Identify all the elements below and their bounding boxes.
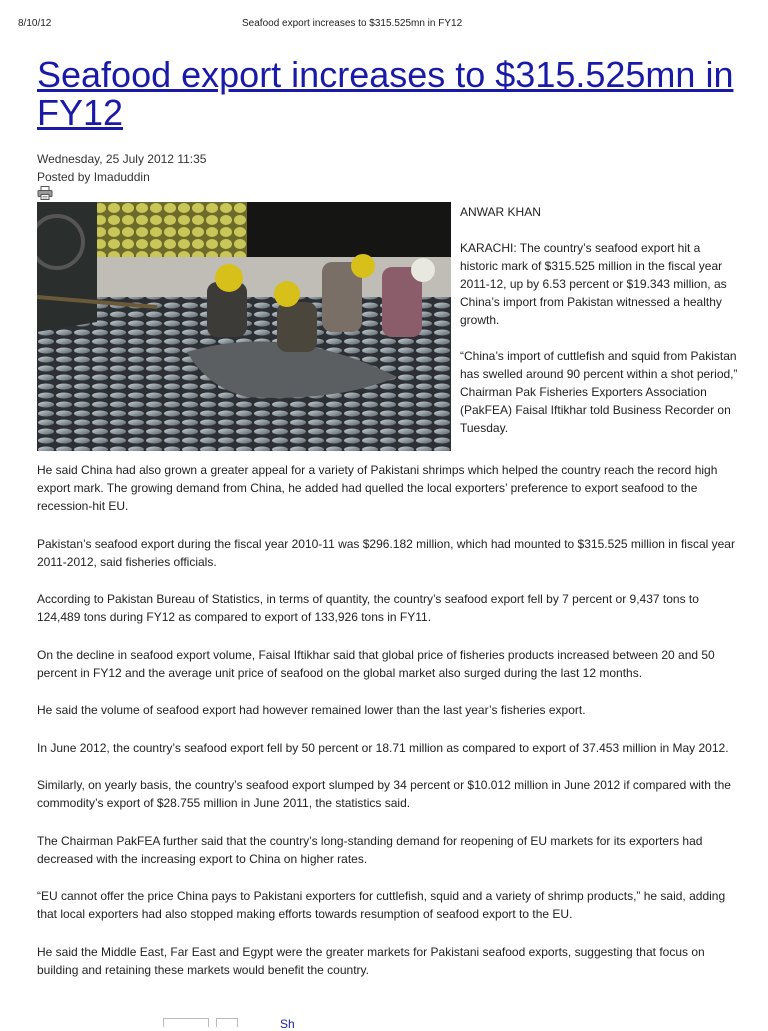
article-author: Posted by Imaduddin bbox=[37, 170, 150, 184]
body-paragraph: According to Pakistan Bureau of Statistics, in terms of quantity, the country’s seafood export fell by 7 percent or 9,437 tons to 124,489 tons during FY12 as compared to export of 133,926 tons in FY11. bbox=[37, 592, 699, 624]
body-paragraph: “EU cannot offer the price China pays to Pakistani exporters for cuttlefish, squid and a variety of shrimp products,” he said, adding that local exporters had also stopped making efforts towards resumption of seafood export to the EU. bbox=[37, 889, 726, 921]
body-paragraph: Pakistan’s seafood export during the fiscal year 2010-11 was $296.182 million, which had mounted to $315.525 million in fiscal year 2011-2012, said fisheries officials. bbox=[37, 536, 735, 569]
social-count bbox=[216, 1018, 238, 1027]
article-byline: ANWAR KHAN bbox=[460, 205, 541, 219]
body-paragraph: The Chairman PakFEA further said that the country’s long-standing demand for reopening of EU markets for its exporters had decreased with the increasing export to China on higher rates. bbox=[37, 833, 703, 866]
print-page-title: Seafood export increases to $315.525mn in FY12 bbox=[242, 18, 463, 29]
share-link[interactable]: Sh bbox=[280, 1017, 295, 1031]
headline-link[interactable]: Seafood export increases to $315.525mn in FY12 bbox=[37, 54, 734, 133]
article-datetime: Wednesday, 25 July 2012 11:35 bbox=[37, 152, 207, 166]
social-button[interactable] bbox=[163, 1018, 209, 1027]
printer-icon[interactable] bbox=[37, 186, 53, 200]
body-paragraph: He said the Middle East, Far East and Egypt were the greater markets for Pakistani seafood exports, suggesting that focus on building and retaining these markets would benefit the country. bbox=[37, 944, 705, 977]
body-paragraph: He said China had also grown a greater appeal for a variety of Pakistani shrimps which helped the country reach the record high export mark. The growing demand from China, he added had quelled the local exporters’ preference to export seafood to the recession-hit EU. bbox=[37, 463, 718, 513]
article-intro bbox=[460, 203, 740, 455]
body-paragraph: Similarly, on yearly basis, the country’s seafood export slumped by 34 percent or $10.012 million in June 2012 if compared with the commodity’s export of $28.755 million in June 2011, the statistics said. bbox=[37, 778, 731, 810]
print-date: 8/10/12 bbox=[18, 18, 52, 29]
article-meta bbox=[37, 150, 206, 186]
article-body bbox=[37, 461, 737, 998]
intro-paragraph: “China’s import of cuttlefish and squid from Pakistan has swelled around 90 percent within a shot period,” Chairman Pak Fisheries Exporters Association (PakFEA) Faisal Iftikhar told Business Recorder on Tuesday. bbox=[460, 349, 738, 435]
article-photo bbox=[37, 202, 451, 451]
intro-paragraph: KARACHI: The country’s seafood export hit a historic mark of $315.525 million in the fiscal year 2011-12, up by 6.53 percent or $19.343 million, as China’s import from Pakistan witnessed a healthy growth. bbox=[460, 241, 727, 327]
print-header bbox=[0, 18, 768, 32]
body-paragraph: He said the volume of seafood export had however remained lower than the last year’s fisheries export. bbox=[37, 703, 586, 717]
article-headline bbox=[37, 56, 737, 132]
body-paragraph: In June 2012, the country’s seafood export fell by 50 percent or 18.71 million as compared to export of 37.453 million in May 2012. bbox=[37, 740, 729, 755]
body-paragraph: On the decline in seafood export volume, Faisal Iftikhar said that global price of fisheries products increased between 20 and 50 percent in FY12 and the average unit price of seafood on the global market also surged during the last 12 months. bbox=[37, 647, 715, 680]
